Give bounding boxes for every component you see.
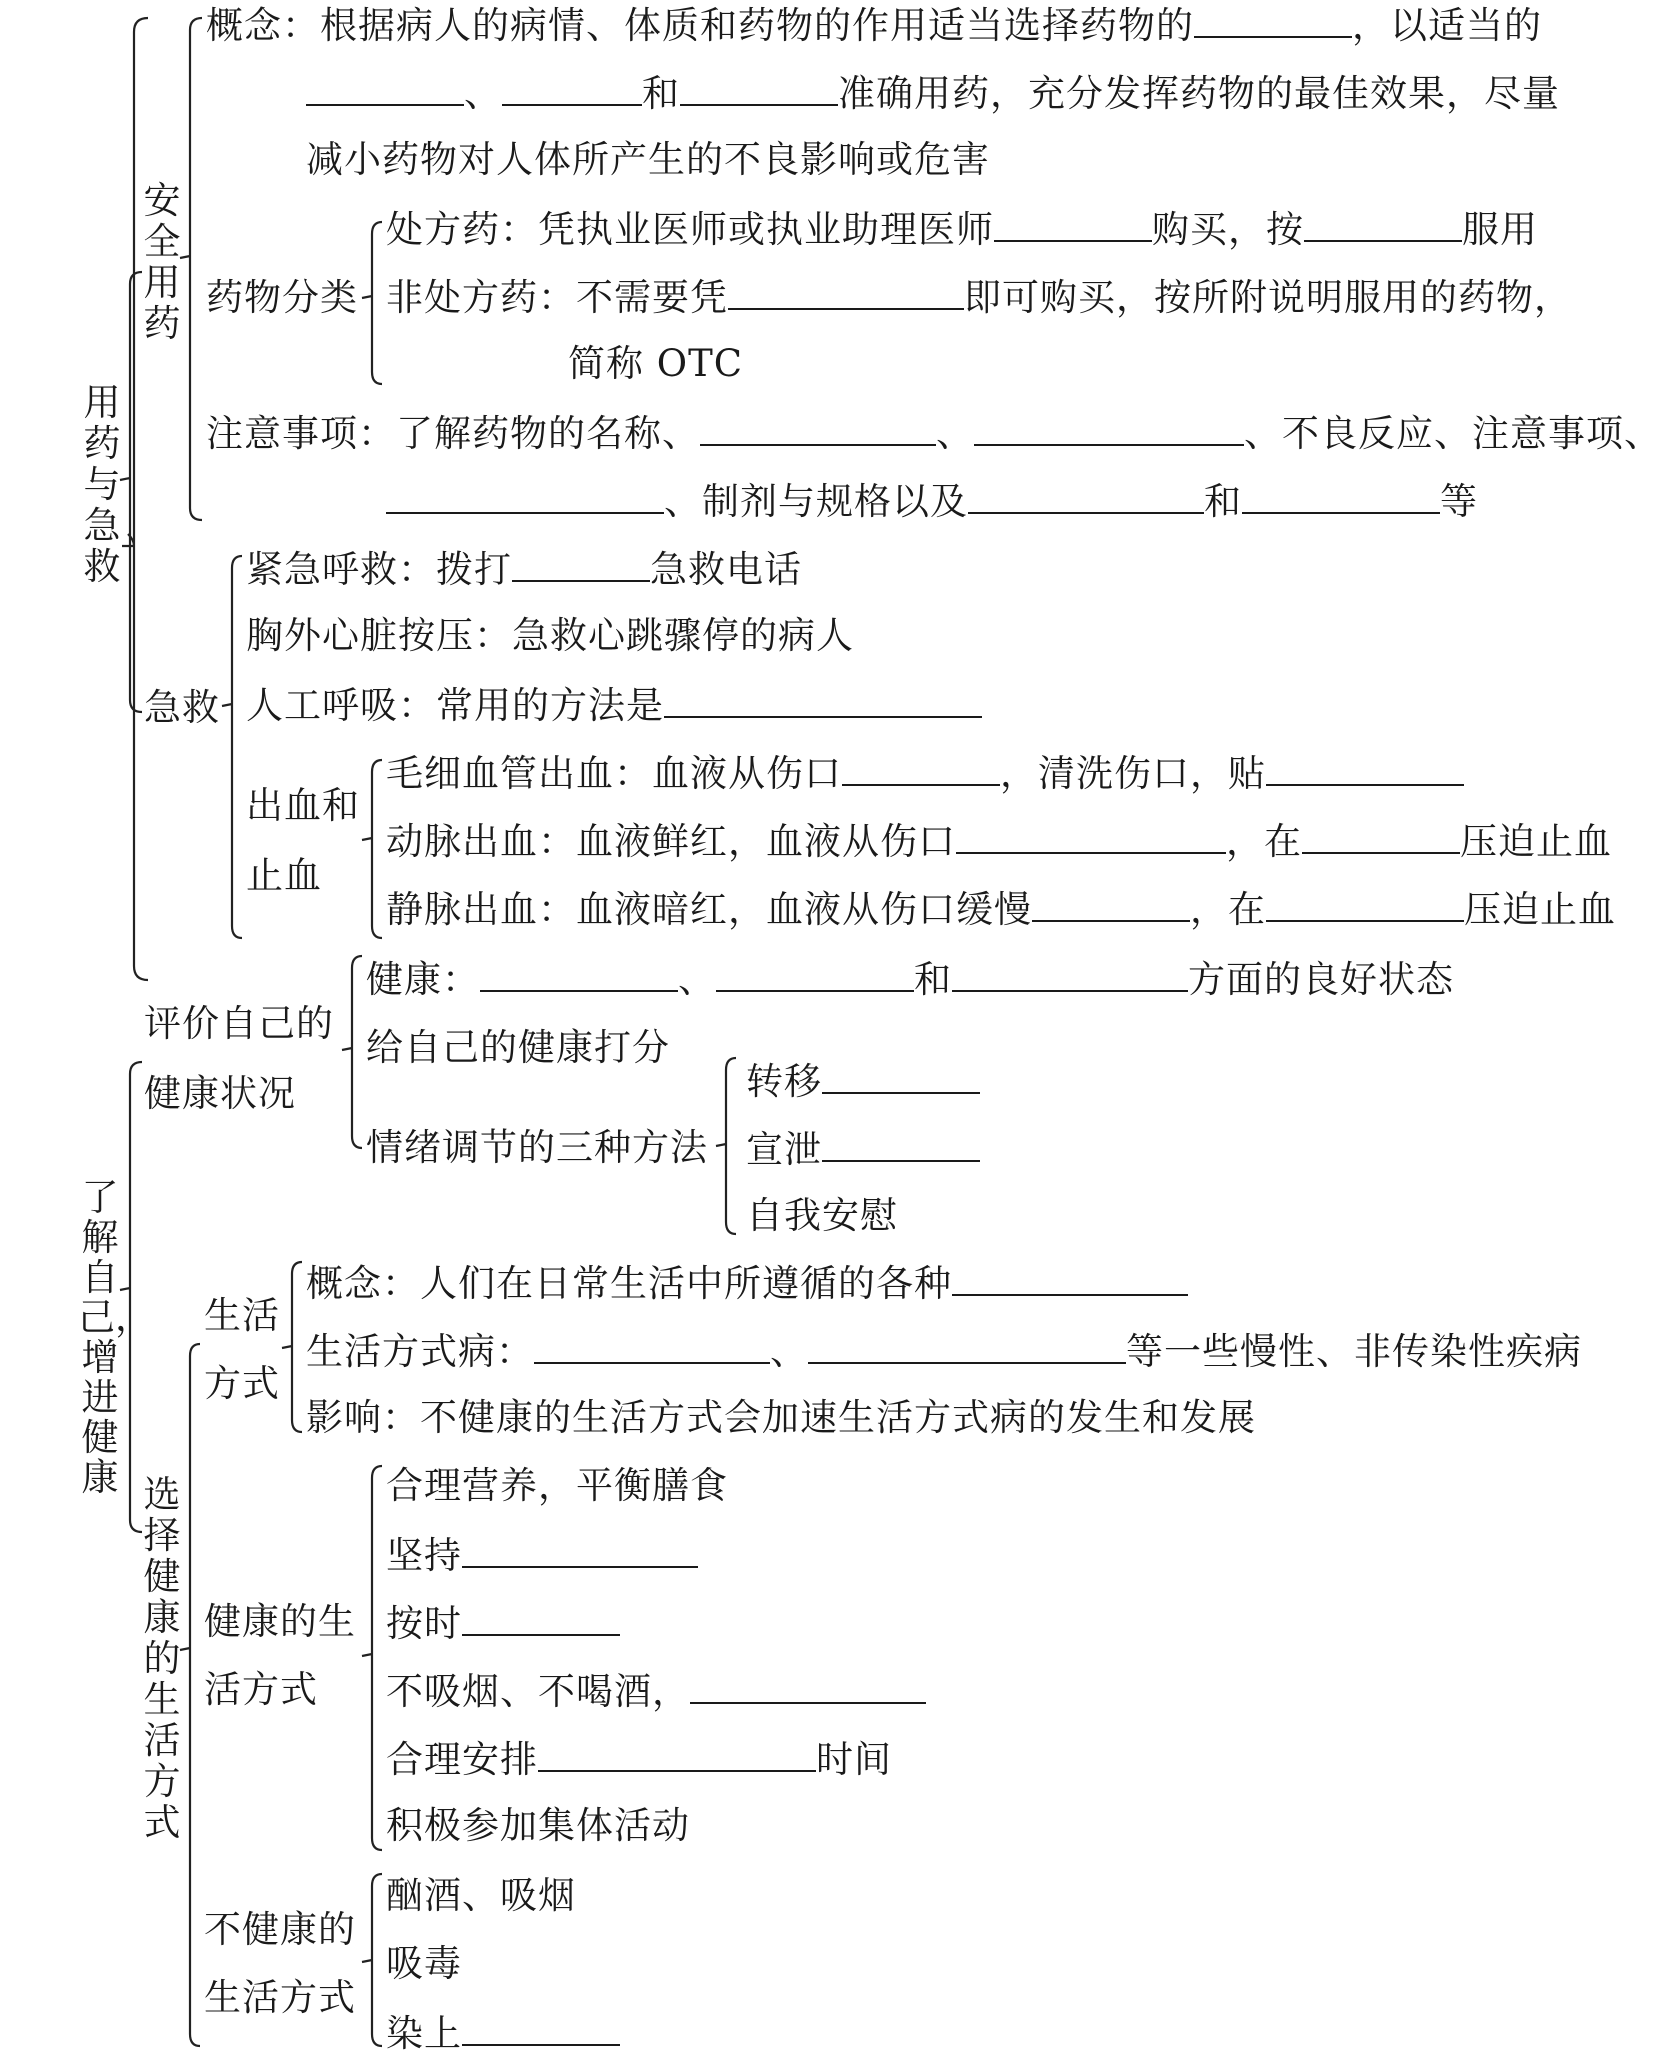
emotion-methods-title: 情绪调节的三种方法 [366, 1126, 708, 1169]
lifestyle-title-2: 方式 [204, 1362, 280, 1405]
blank[interactable] [1304, 208, 1462, 242]
blank[interactable] [664, 684, 982, 718]
brace-lifestyle [282, 1262, 302, 1432]
lifestyle-disease-line: 生活方式病： 、 等一些慢性、非传染性疾病 [306, 1330, 1582, 1373]
unhealthy-item-1: 酗酒、吸烟 [386, 1874, 576, 1917]
blank[interactable] [952, 958, 1188, 992]
brace-unhealthy [362, 1874, 382, 2046]
blank[interactable] [716, 958, 914, 992]
breathing-line: 人工呼吸：常用的方法是 [246, 684, 982, 726]
bleeding-title-1: 出血和 [246, 784, 360, 827]
title-safe-drug: 安全用药 [143, 179, 181, 345]
blank[interactable] [968, 480, 1204, 514]
otc-line: 非处方药：不需要凭 即可购买，按所附说明服用的药物， [386, 276, 1572, 319]
notes-line-1: 注意事项：了解药物的名称、 、 、不良反应、注意事项、 [206, 412, 1662, 455]
brace-healthy [362, 1466, 382, 1850]
concept-line-2: 、 和 准确用药，充分发挥药物的最佳效果，尽量 [306, 72, 1560, 114]
classification-title: 药物分类 [206, 276, 358, 319]
blank[interactable] [534, 1330, 770, 1364]
lifestyle-effect-line: 影响：不健康的生活方式会加速生活方式病的发生和发展 [306, 1396, 1256, 1439]
blank[interactable] [462, 2012, 620, 2046]
blank[interactable] [1242, 480, 1440, 514]
concept-line-1: 概念：根据病人的病情、体质和药物的作用适当选择药物的 ，以适当的 [206, 4, 1542, 47]
blank[interactable] [502, 72, 642, 106]
unhealthy-title-2: 生活方式 [204, 1976, 356, 2019]
emotion-method-2: 宣泄 [746, 1128, 980, 1170]
healthy-item-2: 坚持 [386, 1534, 698, 1576]
first-aid-title: 急救 [144, 686, 220, 729]
title-drug-first-aid: 用药与急救 [83, 381, 121, 588]
healthy-item-4: 不吸烟、不喝酒， [386, 1670, 926, 1712]
unhealthy-item-3: 染上 [386, 2012, 620, 2054]
blank[interactable] [480, 958, 678, 992]
blank[interactable] [822, 1060, 980, 1094]
bleeding-title-2: 止血 [246, 854, 322, 897]
healthy-item-6: 积极参加集体活动 [386, 1804, 690, 1847]
title-know-yourself: 了解自己，增进健康 [78, 1176, 152, 1499]
blank[interactable] [700, 412, 936, 446]
blank[interactable] [808, 1330, 1126, 1364]
emotion-method-1: 转移 [746, 1060, 980, 1102]
brace-emotion [716, 1058, 736, 1234]
otc-abbr-line: 简称 OTC [568, 342, 744, 385]
blank[interactable] [680, 72, 838, 106]
vein-bleeding-line: 静脉出血：血液暗红，血液从伤口缓慢 ，在 压迫止血 [386, 888, 1616, 931]
blank[interactable] [462, 1602, 620, 1636]
emotion-method-3: 自我安慰 [746, 1194, 898, 1237]
brace-bleeding [362, 760, 382, 938]
evaluate-title-1: 评价自己的 [144, 1002, 334, 1045]
blank[interactable] [994, 208, 1152, 242]
notes-line-2: 、制剂与规格以及 和 等 [386, 480, 1478, 522]
healthy-item-3: 按时 [386, 1602, 620, 1644]
health-definition-line: 健康： 、 和 方面的良好状态 [366, 958, 1454, 1001]
brace-evaluate [342, 956, 362, 1148]
blank[interactable] [1266, 752, 1464, 786]
blank[interactable] [1032, 888, 1190, 922]
blank[interactable] [538, 1738, 816, 1772]
healthy-title-1: 健康的生 [204, 1600, 356, 1643]
blank[interactable] [1302, 820, 1460, 854]
blank[interactable] [822, 1128, 980, 1162]
blank[interactable] [306, 72, 464, 106]
blank[interactable] [512, 548, 650, 582]
emergency-call-line: 紧急呼救：拨打 急救电话 [246, 548, 802, 591]
blank[interactable] [1266, 888, 1464, 922]
unhealthy-title-1: 不健康的 [204, 1908, 356, 1951]
lifestyle-concept-line: 概念：人们在日常生活中所遵循的各种 [306, 1262, 1188, 1304]
blank[interactable] [728, 276, 964, 310]
lifestyle-title-1: 生活 [204, 1294, 280, 1337]
blank[interactable] [386, 480, 664, 514]
evaluate-title-2: 健康状况 [144, 1072, 296, 1115]
title-choose-lifestyle: 选择健康的生活方式 [143, 1473, 181, 1844]
unhealthy-item-2: 吸毒 [386, 1942, 462, 1985]
blank[interactable] [690, 1670, 926, 1704]
healthy-item-5: 合理安排 时间 [386, 1738, 892, 1781]
blank[interactable] [952, 1262, 1188, 1296]
concept-line-3: 减小药物对人体所产生的不良影响或危害 [306, 138, 990, 181]
blank[interactable] [956, 820, 1226, 854]
artery-bleeding-line: 动脉出血：血液鲜红，血液从伤口 ，在 压迫止血 [386, 820, 1612, 863]
blank[interactable] [1194, 4, 1352, 38]
brace-top-level [122, 18, 148, 980]
rx-line: 处方药：凭执业医师或执业助理医师 购买，按 服用 [386, 208, 1538, 251]
brace-classification [362, 222, 382, 384]
health-score-line: 给自己的健康打分 [366, 1026, 670, 1069]
cpr-line: 胸外心脏按压：急救心跳骤停的病人 [246, 614, 854, 657]
blank[interactable] [974, 412, 1244, 446]
capillary-bleeding-line: 毛细血管出血：血液从伤口 ，清洗伤口，贴 [386, 752, 1464, 794]
brace-first-aid [222, 556, 242, 938]
blank[interactable] [842, 752, 1000, 786]
healthy-item-1: 合理营养，平衡膳食 [386, 1464, 728, 1507]
blank[interactable] [462, 1534, 698, 1568]
healthy-title-2: 活方式 [204, 1668, 318, 1711]
